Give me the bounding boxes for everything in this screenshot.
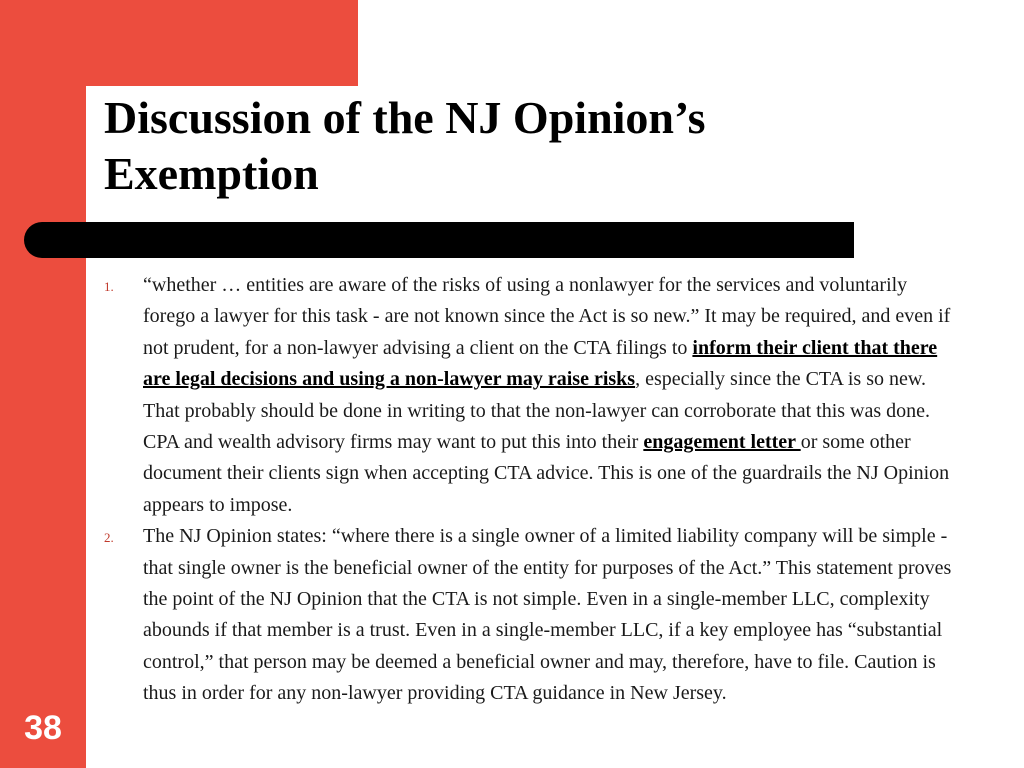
item-number: 1.	[104, 279, 114, 294]
item-text: or some other document their clients sign when accepting CTA advice. This is one of the guardrails the NJ Opinion appears to impose.	[143, 431, 950, 516]
item-text: “whether … entities are aware of the risks of using a nonlawyer for the services and voluntarily forego a lawyer for this task - are not known since the Act is so new.” It may be required, and even if not prudent, for a non-lawyer advising a client on the CTA filings to	[143, 274, 951, 359]
item-text: The NJ Opinion states: “where there is a single owner of a limited liability company will be simple - that single owner is the beneficial owner of the entity for purposes of the Act.” This statement proves the point of the NJ Opinion that the CTA is not simple. Even in a single-member LLC, complexity abounds if that member is a trust. Even in a single-member LLC, if a key employee has “substantial control,” that person may be deemed a beneficial owner and may, therefore, have to file. Caution is thus in order for any non-lawyer providing CTA guidance in New Jersey.	[143, 525, 952, 705]
item-text: , especially since the CTA is so new. That probably should be done in writing to that the non-lawyer can corroborate that this was done. CPA and wealth advisory firms may want to put this into their	[143, 368, 931, 454]
top-accent-band	[0, 0, 358, 86]
discussion-list	[104, 270, 954, 710]
slide-title: Discussion of the NJ Opinion’s Exemption	[104, 92, 706, 199]
slide-number: 38	[24, 709, 62, 747]
item-number: 2.	[104, 530, 114, 546]
list-item	[104, 521, 954, 709]
title-divider-bar	[24, 222, 854, 258]
list-item	[104, 270, 954, 521]
emphasis-inform-client: inform their client that there are legal decisions and using a non-lawyer may raise risks	[143, 336, 938, 391]
emphasis-engagement-letter: engagement letter	[643, 431, 801, 454]
left-accent-band	[0, 0, 86, 768]
